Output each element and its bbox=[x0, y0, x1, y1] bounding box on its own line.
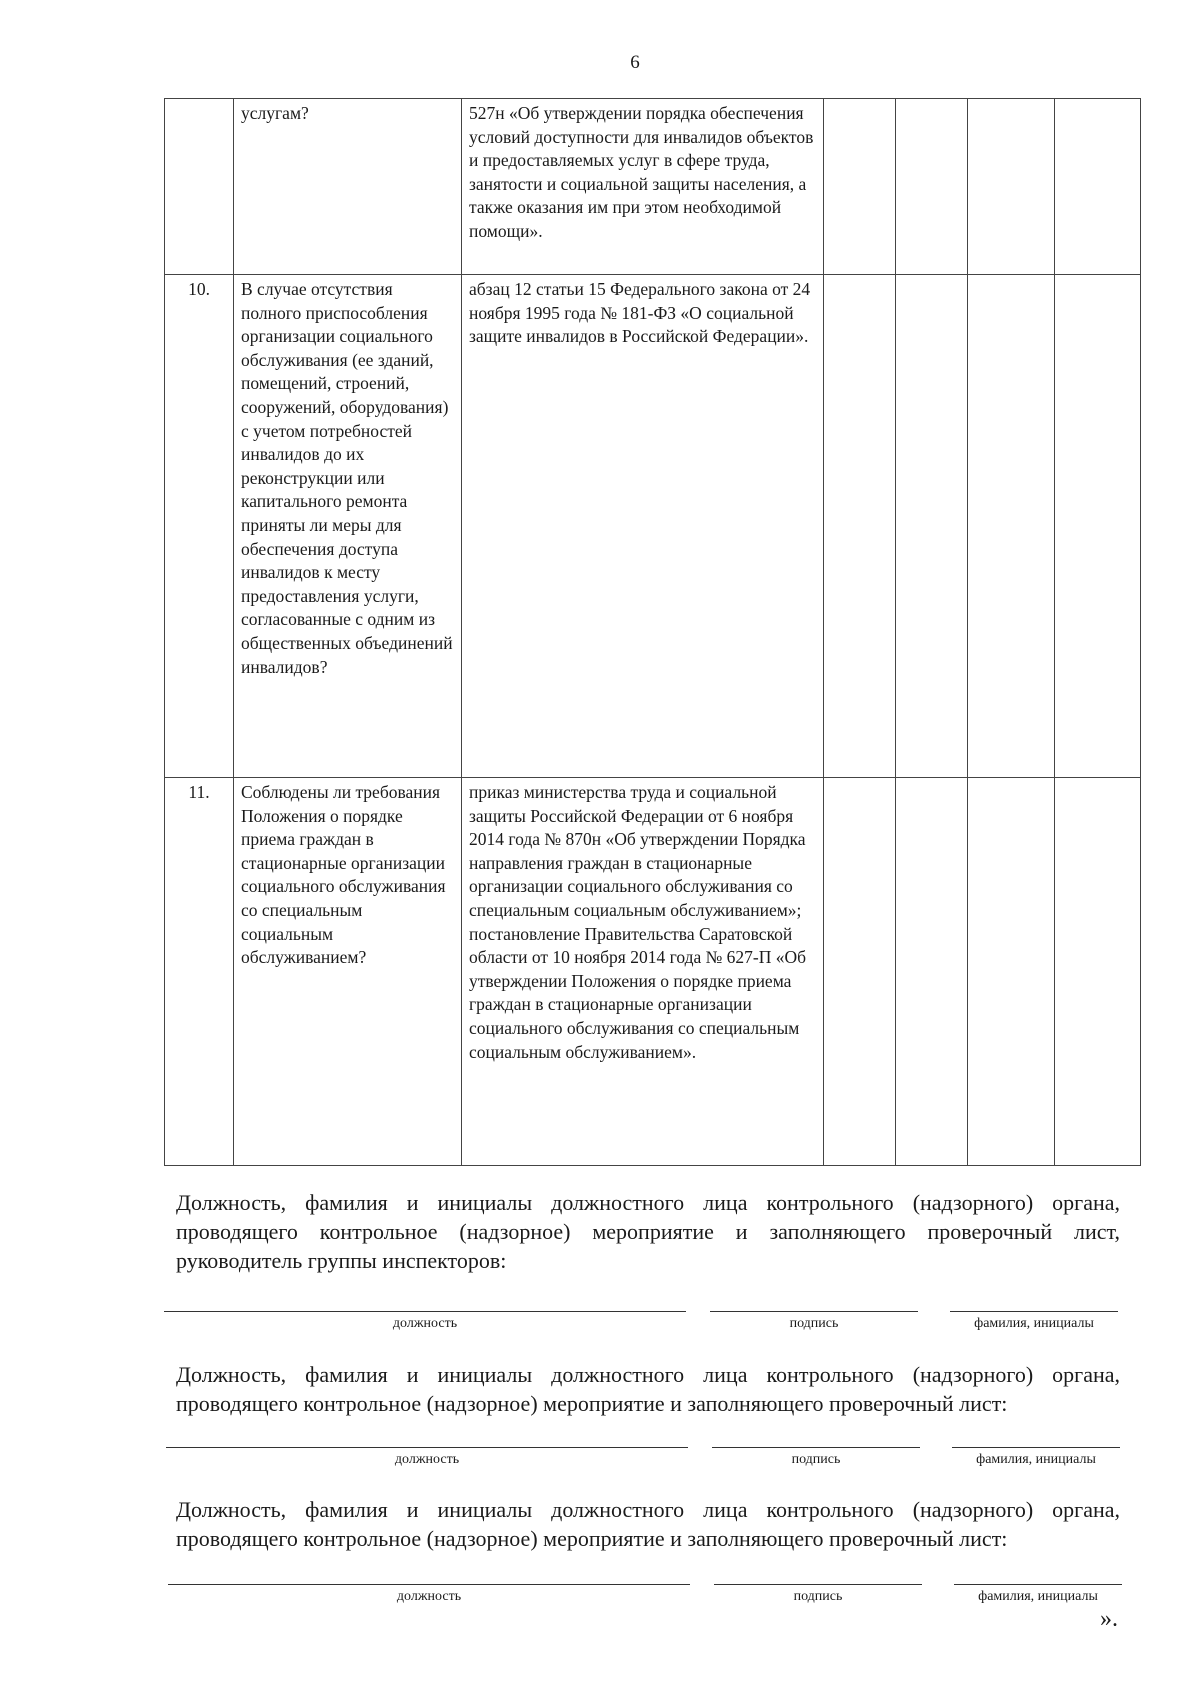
name-caption: фамилия, инициалы bbox=[976, 1452, 1096, 1467]
name-line[interactable] bbox=[952, 1447, 1120, 1448]
checklist-table bbox=[164, 98, 1141, 1166]
legal-reference: приказ министерства труда и социальной защиты Российской Федерации от 6 ноября 2014 года № 870н «Об утверждении Порядка направления граждан в стационарные организации социального обслуживания со специальным социальным обслуживанием»; постановление Правительства Саратовской области от 10 ноября 2014 года № 627-П «Об утверждении Положения о порядке приема граждан в стационарные организации социального обслуживания со специальным социальным обслуживанием». bbox=[462, 778, 824, 1166]
position-caption: должность bbox=[394, 1452, 460, 1467]
answer-cell-yes bbox=[824, 275, 896, 778]
signature-block-lead-inspector bbox=[176, 1188, 1120, 1275]
note-cell bbox=[1055, 99, 1141, 275]
answer-cell-yes bbox=[824, 99, 896, 275]
signature-instruction: Должность, фамилия и инициалы должностного лица контрольного (надзорного) органа, проводящего контрольное (надзорное) мероприятие и заполняющего проверочный лист: bbox=[176, 1362, 1120, 1416]
control-question: услугам? bbox=[234, 99, 462, 275]
name-line[interactable] bbox=[950, 1311, 1118, 1312]
legal-reference: 527н «Об утверждении порядка обеспечения условий доступности для инвалидов объектов и предоставляемых услуг в сфере труда, занятости и социальной защиты населения, а также оказания им при этом необходимой помощи». bbox=[462, 99, 824, 275]
name-caption: фамилия, инициалы bbox=[978, 1589, 1098, 1604]
signature-block-inspector bbox=[176, 1495, 1120, 1553]
signature-block-inspector bbox=[176, 1360, 1120, 1418]
signature-instruction: Должность, фамилия и инициалы должностного лица контрольного (надзорного) органа, проводящего контрольное (надзорное) мероприятие и заполняющего проверочный лист, руководитель группы инспекторов: bbox=[176, 1190, 1120, 1273]
signature-caption: подпись bbox=[791, 1452, 841, 1467]
position-caption: должность bbox=[396, 1589, 462, 1604]
signature-lines bbox=[168, 1584, 1128, 1614]
answer-cell-not-applicable bbox=[968, 275, 1055, 778]
position-line[interactable] bbox=[164, 1311, 686, 1312]
answer-cell-no bbox=[896, 275, 968, 778]
position-caption: должность bbox=[392, 1316, 458, 1331]
signature-line[interactable] bbox=[712, 1447, 920, 1448]
answer-cell-yes bbox=[824, 778, 896, 1166]
table-row bbox=[165, 778, 1141, 1166]
answer-cell-no bbox=[896, 778, 968, 1166]
page-number: 6 bbox=[630, 52, 640, 73]
row-number: 11. bbox=[165, 778, 234, 1166]
row-number bbox=[165, 99, 234, 275]
signature-lines bbox=[166, 1447, 1126, 1477]
signature-caption: подпись bbox=[789, 1316, 839, 1331]
answer-cell-not-applicable bbox=[968, 99, 1055, 275]
table-row bbox=[165, 275, 1141, 778]
control-question: В случае отсутствия полного приспособления организации социального обслуживания (ее зданий, помещений, строений, сооружений, оборудования) с учетом потребностей инвалидов до их реконструкции или капитального ремонта приняты ли меры для обеспечения доступа инвалидов к месту предоставления услуги, согласованные с одним из общественных объединений инвалидов? bbox=[234, 275, 462, 778]
position-line[interactable] bbox=[168, 1584, 690, 1585]
answer-cell-not-applicable bbox=[968, 778, 1055, 1166]
answer-cell-no bbox=[896, 99, 968, 275]
signature-line[interactable] bbox=[710, 1311, 918, 1312]
row-number: 10. bbox=[165, 275, 234, 778]
name-caption: фамилия, инициалы bbox=[974, 1316, 1094, 1331]
signature-lines bbox=[164, 1311, 1124, 1341]
position-line[interactable] bbox=[166, 1447, 688, 1448]
signature-instruction: Должность, фамилия и инициалы должностного лица контрольного (надзорного) органа, проводящего контрольное (надзорное) мероприятие и заполняющего проверочный лист: bbox=[176, 1497, 1120, 1551]
signature-line[interactable] bbox=[714, 1584, 922, 1585]
name-line[interactable] bbox=[954, 1584, 1122, 1585]
table-row bbox=[165, 99, 1141, 275]
control-question: Соблюдены ли требования Положения о порядке приема граждан в стационарные организации социального обслуживания со специальным социальным обслуживанием? bbox=[234, 778, 462, 1166]
closing-quote-mark: ». bbox=[1100, 1606, 1118, 1632]
note-cell bbox=[1055, 275, 1141, 778]
signature-caption: подпись bbox=[793, 1589, 843, 1604]
legal-reference: абзац 12 статьи 15 Федерального закона от 24 ноября 1995 года № 181-ФЗ «О социальной защите инвалидов в Российской Федерации». bbox=[462, 275, 824, 778]
note-cell bbox=[1055, 778, 1141, 1166]
